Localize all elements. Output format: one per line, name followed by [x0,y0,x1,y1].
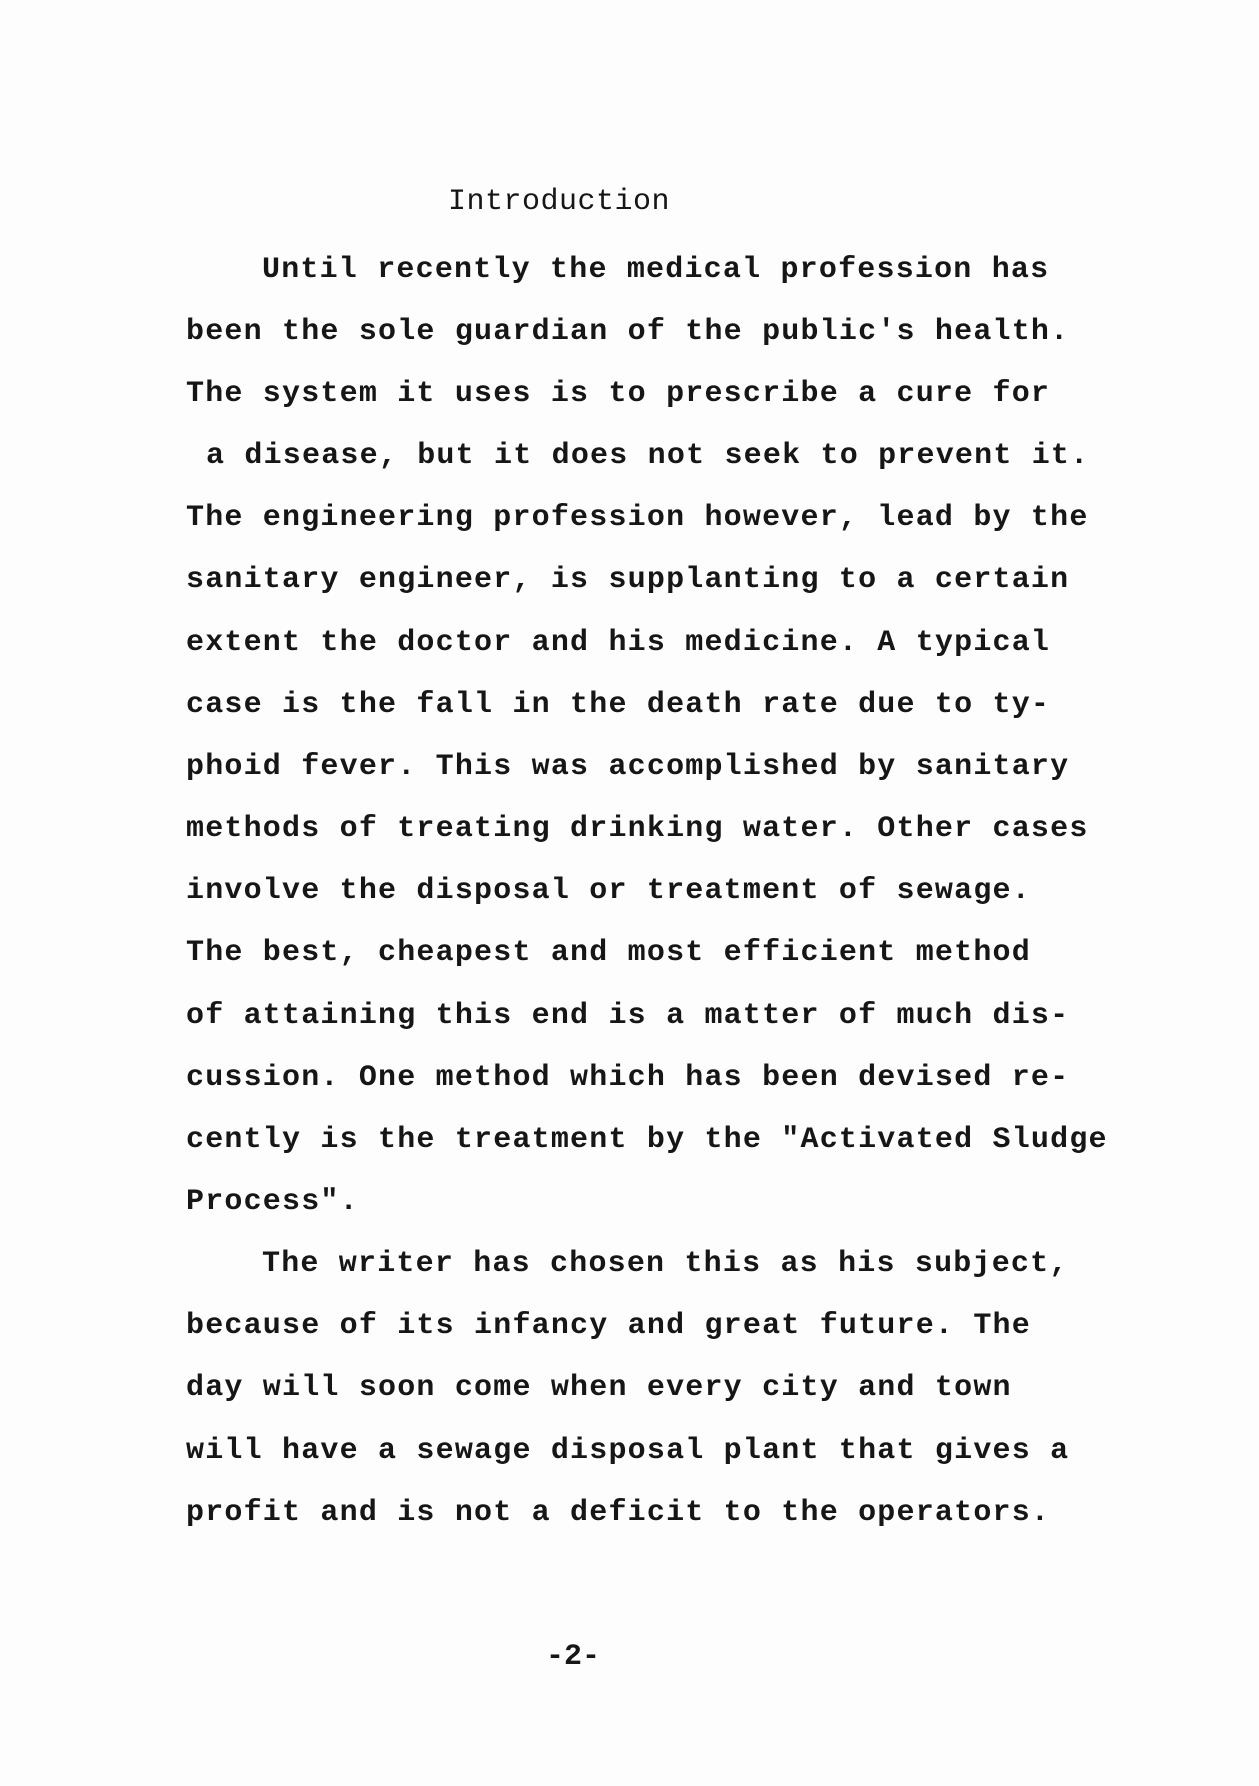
text-line: methods of treating drinking water. Other cases [186,812,1089,846]
text-line: profit and is not a deficit to the operators. [186,1496,1051,1530]
text-line: The writer has chosen this as his subject, [262,1247,1069,1281]
text-line: Until recently the medical profession has [262,253,1050,287]
text-line: Process". [186,1185,359,1219]
text-line: sanitary engineer, is supplanting to a certain [186,563,1070,597]
text-line: case is the fall in the death rate due to ty- [186,688,1051,722]
text-line: of attaining this end is a matter of much dis- [186,999,1070,1033]
text-line: day will soon come when every city and town [186,1371,1012,1405]
text-line: cently is the treatment by the "Activated Sludge [186,1123,1108,1157]
text-line: cussion. One method which has been devised re- [186,1061,1070,1095]
text-line: been the sole guardian of the public's health. [186,315,1070,349]
text-line: involve the disposal or treatment of sewage. [186,874,1031,908]
text-line: The best, cheapest and most efficient method [186,936,1031,970]
text-line: will have a sewage disposal plant that gives a [186,1434,1070,1468]
text-line: a disease, but it does not seek to prevent it. [206,439,1090,473]
text-line: extent the doctor and his medicine. A typical [186,626,1051,660]
text-line: because of its infancy and great future. The [186,1309,1031,1343]
text-line: The system it uses is to prescribe a cure for [186,377,1051,411]
document-title: Introduction [448,185,671,219]
text-line: The engineering profession however, lead by the [186,501,1089,535]
text-line: phoid fever. This was accomplished by sanitary [186,750,1070,784]
page-number: -2- [546,1640,601,1674]
